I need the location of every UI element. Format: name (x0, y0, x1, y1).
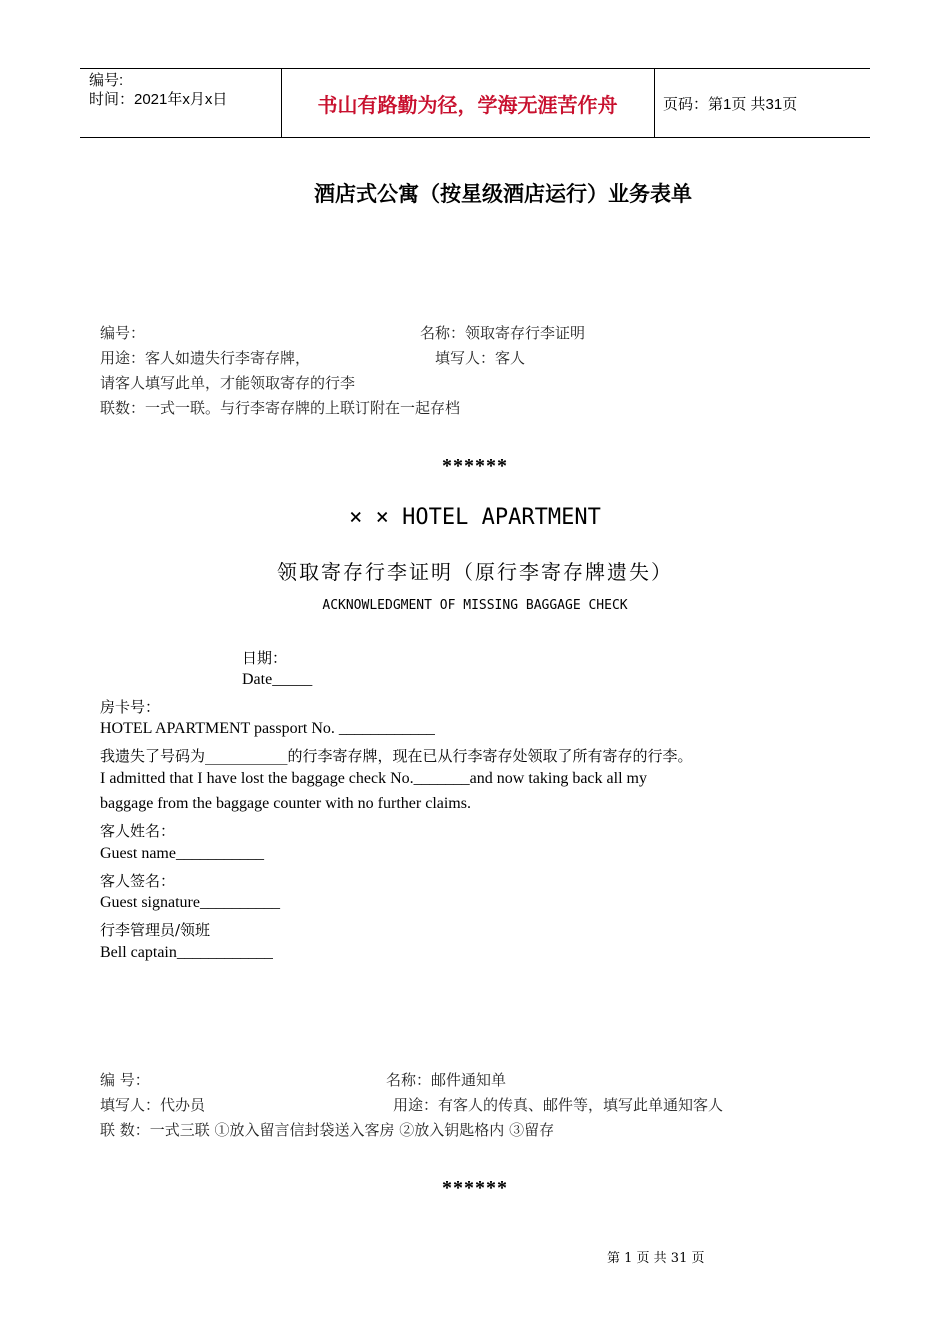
date-label-cn: 日期： (242, 649, 288, 667)
statement-en-line2: baggage from the baggage counter with no further claims. (100, 795, 471, 812)
header-left-cell (89, 71, 227, 109)
bell-captain-field: Bell captain____________ (100, 944, 273, 961)
form1-name: 名称：领取寄存行李证明 (420, 324, 586, 342)
form2-name: 名称：邮件通知单 (386, 1071, 507, 1089)
serial-label: 编号: (89, 72, 124, 89)
guest-name-field: Guest name___________ (100, 845, 264, 862)
form1-serial: 编号： (100, 324, 146, 342)
header-table (80, 68, 870, 138)
header-page-info: 页码：第1页 共31页 (663, 96, 798, 113)
hotel-name: × × HOTEL APARTMENT (349, 505, 601, 530)
separator-stars: ****** (442, 1177, 508, 1199)
room-card-label: 房卡号： (100, 698, 161, 716)
form1-purpose: 用途：客人如遗失行李寄存牌， (100, 349, 311, 367)
form2-serial: 编 号： (100, 1071, 150, 1089)
passport-field: HOTEL APARTMENT passport No. ____________ (100, 720, 435, 737)
form-title-en: ACKNOWLEDGMENT OF MISSING BAGGAGE CHECK (322, 598, 628, 613)
document-title: 酒店式公寓（按星级酒店运行）业务表单 (314, 182, 692, 206)
separator-stars: ****** (442, 455, 508, 477)
form-title-cn: 领取寄存行李证明（原行李寄存牌遗失） (277, 560, 673, 584)
form1-filler: 填写人：客人 (435, 349, 526, 367)
date-label: 时间：2021年x月x日 (89, 91, 228, 108)
header-motto: 书山有路勤为径，学海无涯苦作舟 (317, 93, 618, 117)
page-footer: 第 1 页 共 31 页 (607, 1251, 705, 1266)
guest-signature-field: Guest signature__________ (100, 894, 280, 911)
form2-purpose: 用途：有客人的传真、邮件等，填写此单通知客人 (393, 1096, 724, 1114)
date-field-en: Date_____ (242, 671, 313, 688)
guest-signature-label: 客人签名： (100, 872, 176, 890)
guest-name-label: 客人姓名： (100, 822, 176, 840)
form1-copies: 联数：一式一联。与行李寄存牌的上联订附在一起存档 (100, 399, 461, 417)
form2-copies: 联 数：一式三联 ①放入留言信封袋送入客房 ②放入钥匙格内 ③留存 (100, 1121, 555, 1139)
form1-purpose-cont: 请客人填写此单，才能领取寄存的行李 (100, 374, 356, 392)
bell-captain-label: 行李管理员/领班 (100, 921, 211, 939)
form2-filler: 填写人：代办员 (100, 1096, 206, 1114)
statement-cn: 我遗失了号码为___________的行李寄存牌，现在已从行李寄存处领取了所有寄存的行李。 (100, 747, 693, 765)
header-divider (654, 69, 655, 137)
statement-en-line1: I admitted that I have lost the baggage check No._______and now taking back all my (100, 770, 647, 787)
